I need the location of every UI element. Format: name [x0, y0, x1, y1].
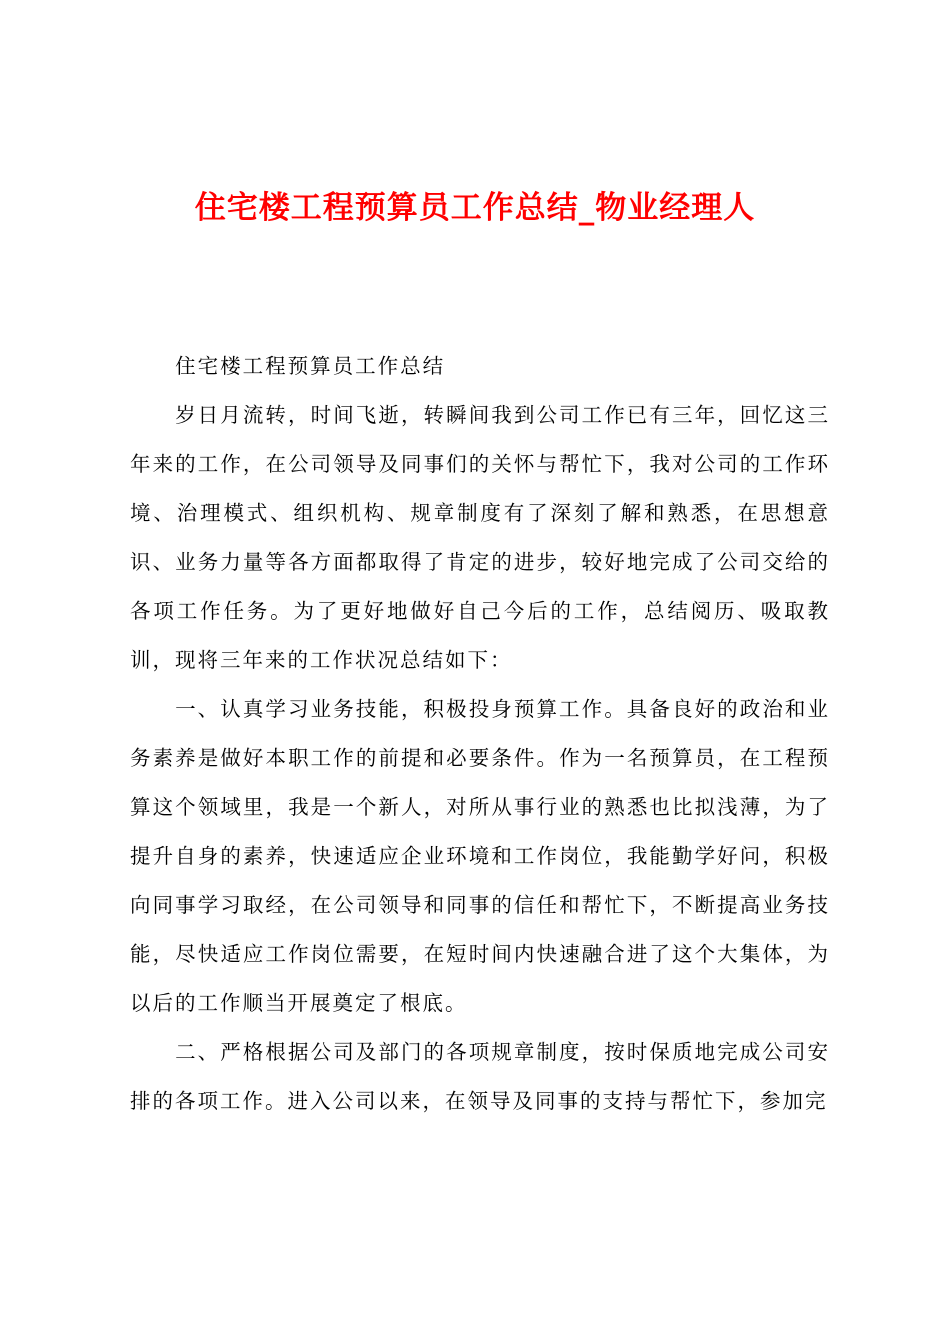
document-subtitle: 住宅楼工程预算员工作总结 — [175, 354, 446, 378]
paragraph-section-1: 一、认真学习业务技能，积极投身预算工作。具备良好的政治和业务素养是做好本职工作的前提和必要条件。作为一名预算员，在工程预算这个领域里，我是一个新人，对所从事行业的熟悉也比拟浅薄，为了提升自身的素养，快速适应企业环境和工作岗位，我能勤学好问，积极向同事学习取经，在公司领导和同事的信任和帮忙下，不断提高业务技能，尽快适应工作岗位需要，在短时间内快速融合进了这个大集体，为以后的工作顺当开展奠定了根底。 — [130, 697, 830, 1015]
paragraph-intro: 岁日月流转，时间飞逝，转瞬间我到公司工作已有三年，回忆这三年来的工作，在公司领导及同事们的关怀与帮忙下，我对公司的工作环境、治理模式、组织机构、规章制度有了深刻了解和熟悉，在思想意识、业务力量等各方面都取得了肯定的进步，较好地完成了公司交给的各项工作任务。为了更好地做好自己今后的工作，总结阅历、吸取教训，现将三年来的工作状况总结如下： — [130, 403, 830, 672]
paragraph-section-2: 二、严格根据公司及部门的各项规章制度，按时保质地完成公司安排的各项工作。进入公司以来，在领导及同事的支持与帮忙下，参加完 — [130, 1040, 830, 1113]
document-body — [130, 342, 830, 1126]
document-title: 住宅楼工程预算员工作总结_物业经理人 — [194, 190, 756, 226]
